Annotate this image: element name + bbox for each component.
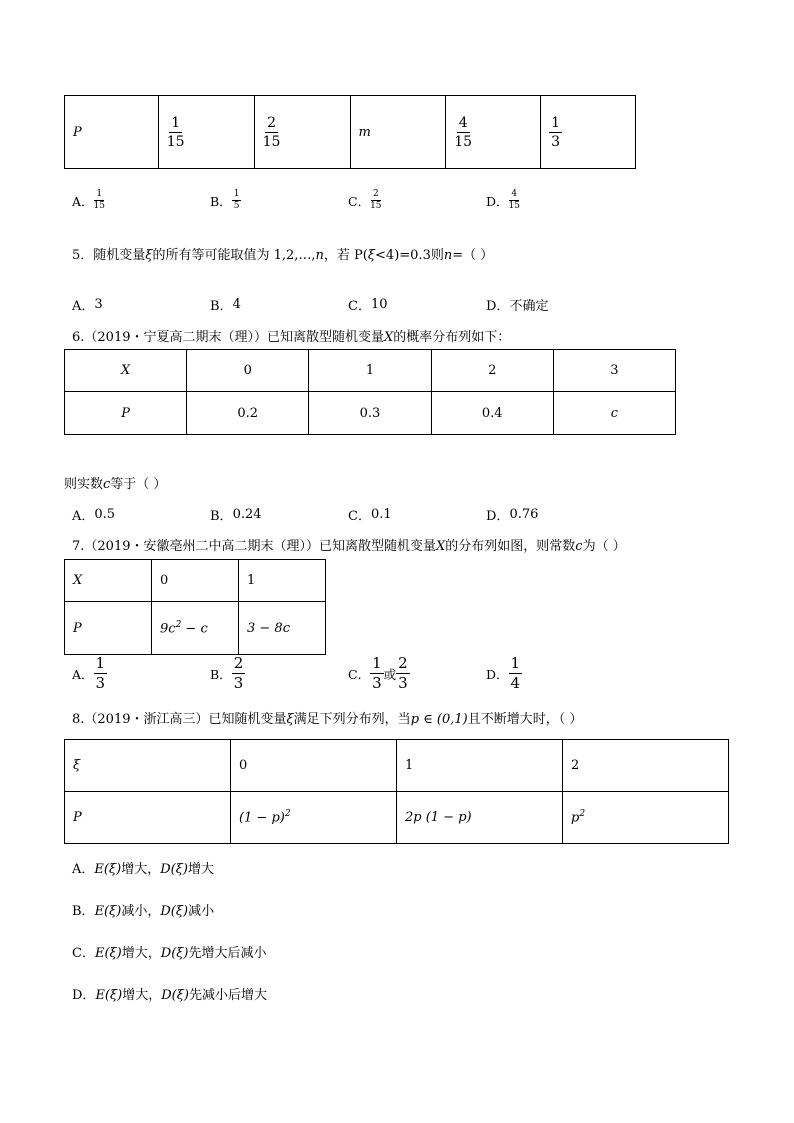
q5-option-a[interactable]: A． 3 [72,297,103,314]
q7-cell-1: 3 − 8c [239,602,326,655]
q6-header-2: 2 [431,350,553,392]
q8-header-1: 1 [396,740,562,792]
q8-row-p: P [65,792,231,844]
q4-cell-2: $\frac{2}{15}$ [254,96,350,169]
q7-stem: 7.（2019・安徽亳州二中高二期末（理））已知离散型随机变量X的分布列如图，则常数c为（ ） [72,539,626,554]
q8-cell-0: $(1 - p)^2$ [230,792,396,844]
q6-header-0: 0 [187,350,309,392]
q6-cell-1: 0.3 [309,392,431,435]
q6-option-a[interactable]: A． 0.5 [72,507,116,524]
q7-option-a[interactable]: A． $\frac{1}{3}$ [72,654,106,692]
q7-header-1: 1 [239,560,326,602]
q4-option-a[interactable]: A． $\frac{1}{15}$ [72,189,105,211]
q4-cell-5: $\frac{1}{3}$ [541,96,636,169]
q6-cell-0: 0.2 [187,392,309,435]
q4-row-label: P [65,96,159,169]
q4-cell-4: $\frac{4}{15}$ [446,96,541,169]
q5-option-c[interactable]: C． 10 [348,297,388,314]
q7-option-c[interactable]: C． $\frac{1}{3}$ 或 $\frac{2}{3}$ [348,654,408,692]
q4-cell-3: m [350,96,446,169]
q7-option-d[interactable]: D． $\frac{1}{4}$ [486,654,521,692]
q7-header-0: 0 [152,560,239,602]
q6-after: 则实数c等于（ ） [64,477,167,492]
q8-option-d[interactable]: D．E(ξ)增大，D(ξ)先减小后增大 [72,988,267,1003]
q7-cell-0: $9c^2 - c$ [152,602,239,655]
q4-option-b[interactable]: B． $\frac{1}{5}$ [210,189,240,211]
q8-header-xi: ξ [65,740,231,792]
q8-stem: 8.（2019・浙江高三）已知随机变量ξ满足下列分布列，当p ∈ (0,1)且不断增大时，（ ） [72,712,583,727]
q4-table [64,95,636,169]
q8-option-a[interactable]: A．E(ξ)增大，D(ξ)增大 [72,862,214,877]
q6-cell-2: 0.4 [431,392,553,435]
q6-header-x: X [65,350,187,392]
q8-cell-1: 2p (1 − p) [396,792,562,844]
q7-row-p: P [65,602,152,655]
q5-option-b[interactable]: B． 4 [210,297,241,314]
q6-header-1: 1 [309,350,431,392]
q4-cell-1: $\frac{1}{15}$ [158,96,254,169]
q7-header-x: X [65,560,152,602]
q8-cell-2: $p^2$ [562,792,728,844]
q8-table [64,739,729,844]
q6-cell-3: c [553,392,675,435]
q6-option-b[interactable]: B． 0.24 [210,507,262,524]
q4-option-d[interactable]: D． $\frac{4}{15}$ [486,189,520,211]
q6-header-3: 3 [553,350,675,392]
q6-table [64,349,676,435]
q6-option-d[interactable]: D． 0.76 [486,507,539,524]
q6-stem: 6.（2019・宁夏高二期末（理））已知离散型随机变量X的概率分布列如下： [72,330,511,345]
q7-table [64,559,326,655]
q5-stem: 5．随机变量ξ的所有等可能取值为 1,2,…,n，若 P(ξ<4)=0.3则n=（ ） [72,248,494,263]
q6-row-p: P [65,392,187,435]
q8-header-2: 2 [562,740,728,792]
q6-option-c[interactable]: C． 0.1 [348,507,392,524]
q7-option-b[interactable]: B． $\frac{2}{3}$ [210,654,244,692]
q8-option-b[interactable]: B．E(ξ)减小，D(ξ)减小 [72,904,215,919]
q8-option-c[interactable]: C．E(ξ)增大，D(ξ)先增大后减小 [72,946,267,961]
q8-header-0: 0 [230,740,396,792]
q4-option-c[interactable]: C． $\frac{2}{15}$ [348,189,382,211]
q5-option-d[interactable]: D． 不确定 [486,299,549,314]
